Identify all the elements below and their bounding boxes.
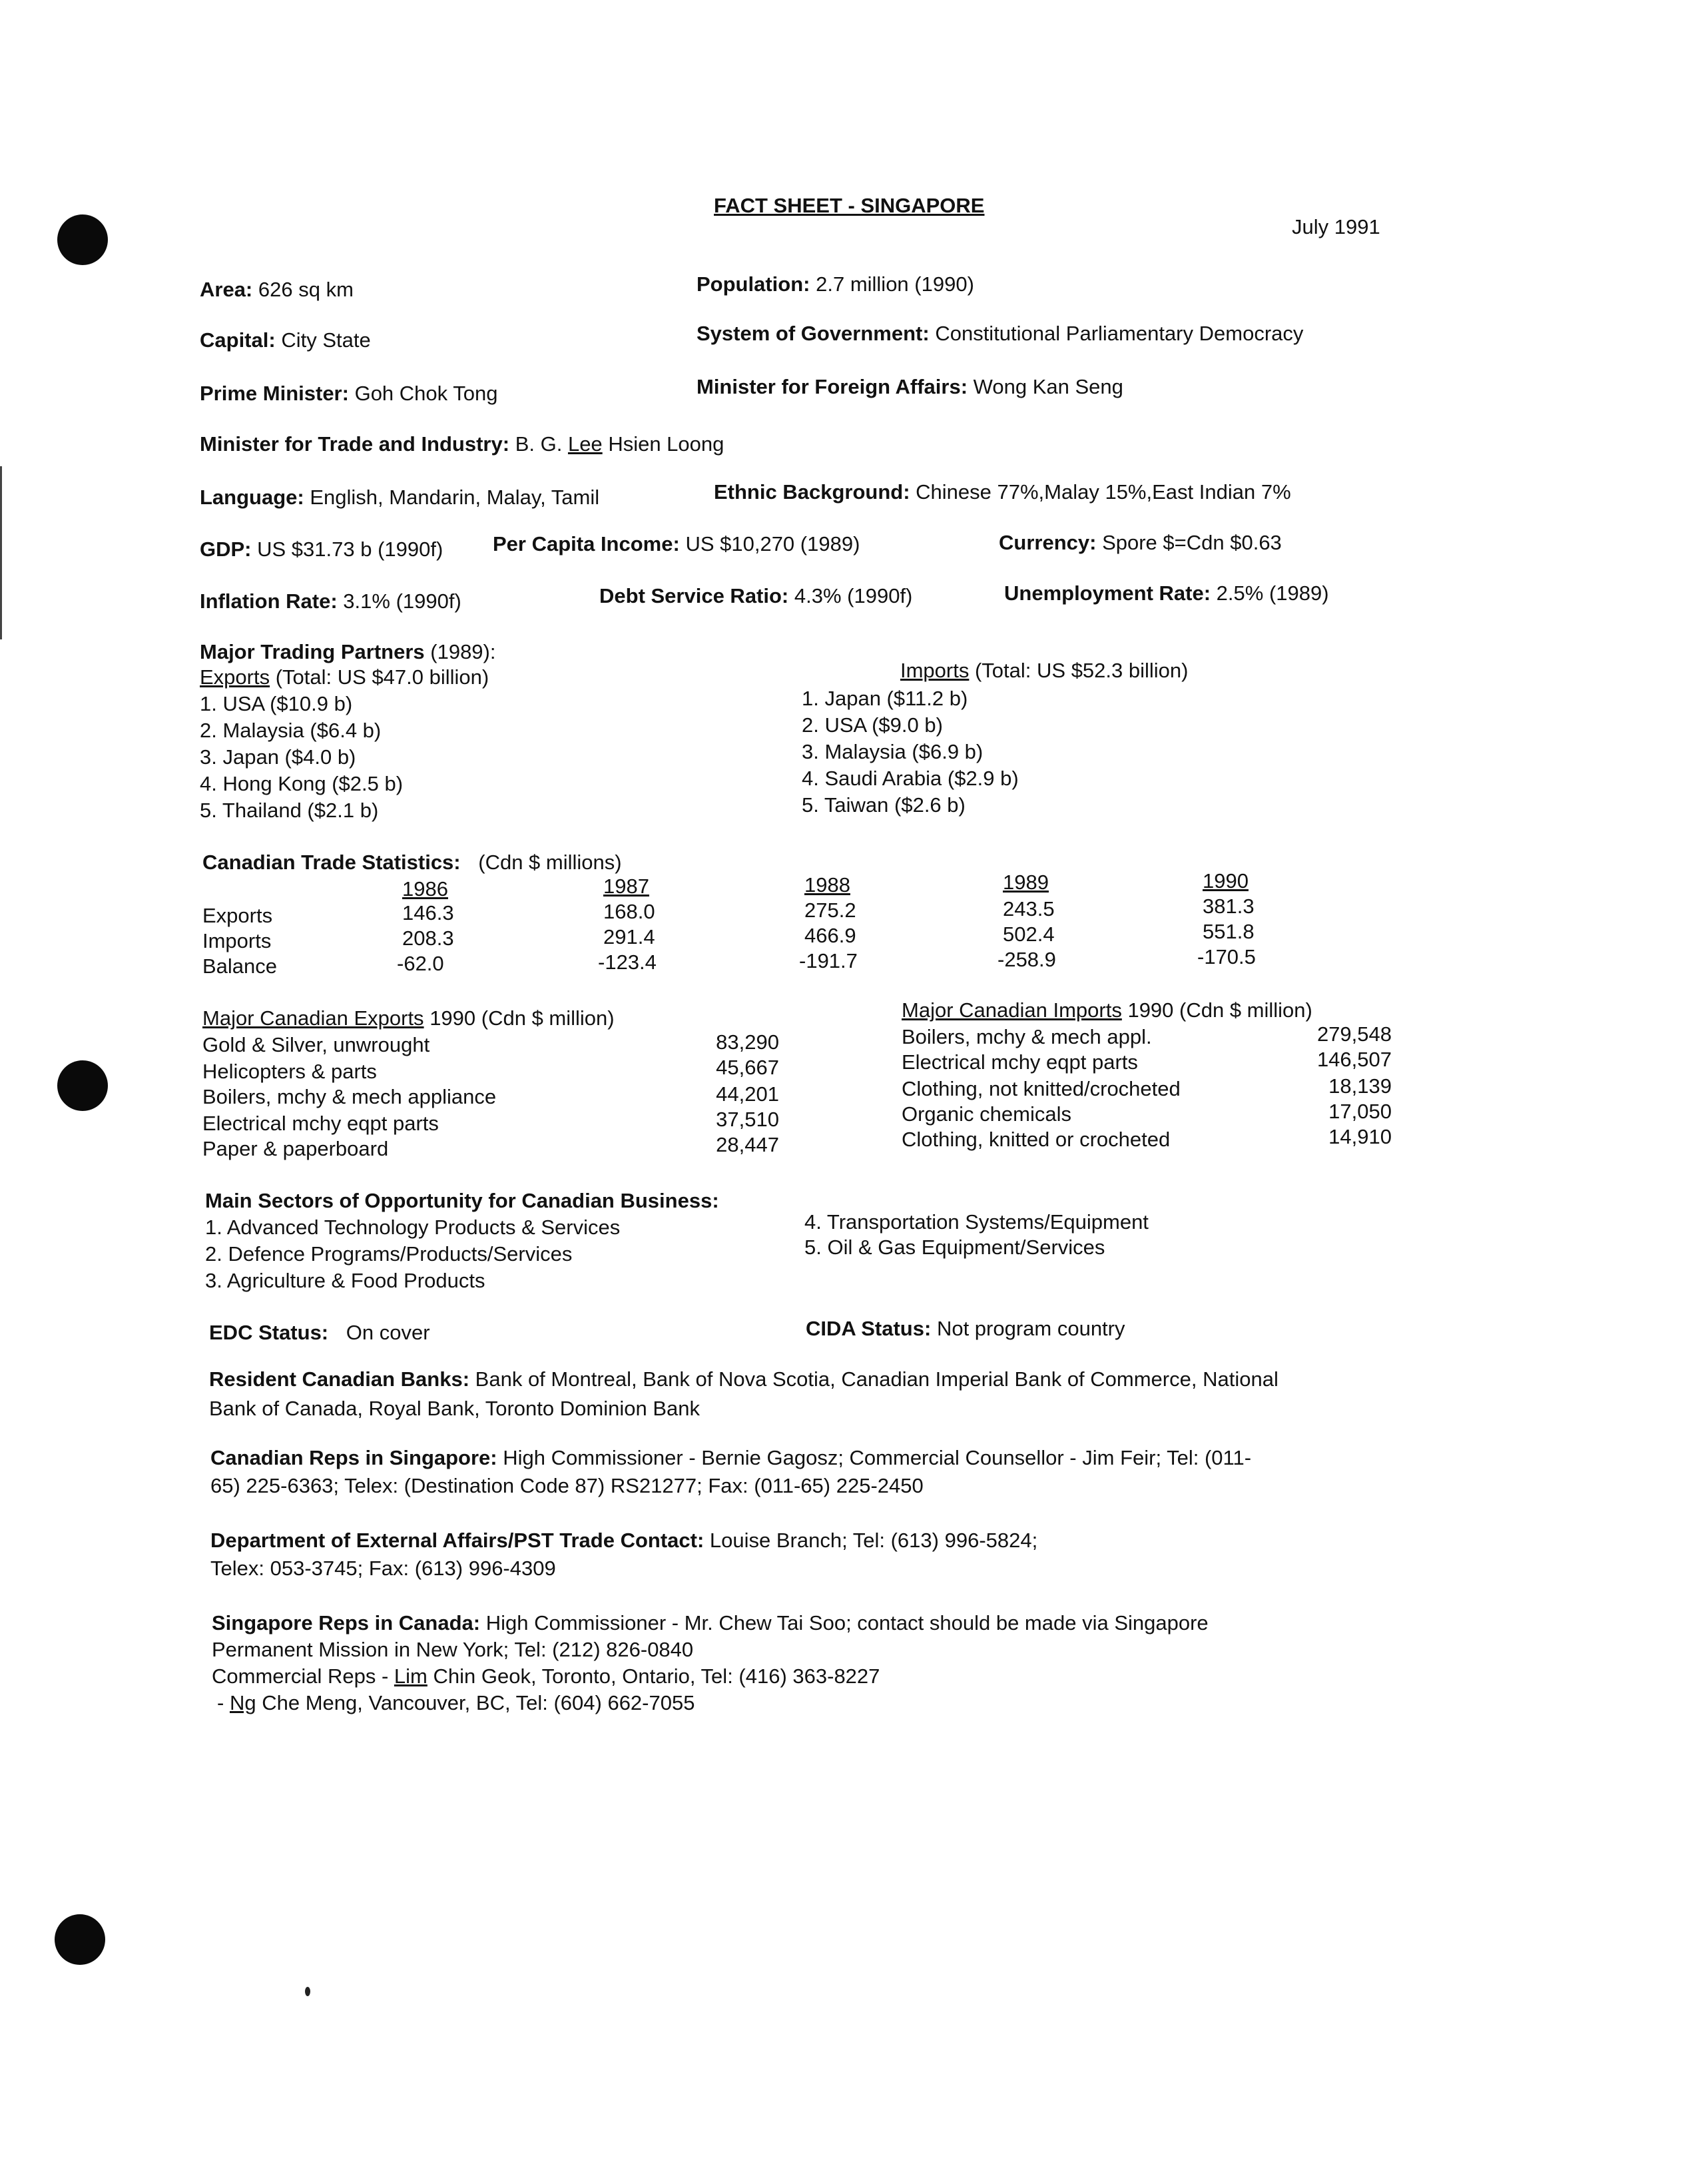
dept-contact-line-2: Telex: 053-3745; Fax: (613) 996-4309 <box>210 1557 556 1580</box>
export-partner: 4. Hong Kong ($2.5 b) <box>200 772 404 795</box>
exports-total: (Total: US $47.0 billion) <box>275 665 489 689</box>
trade-cell: 275.2 <box>804 899 856 922</box>
import-item-name: Organic chemicals <box>902 1102 1071 1126</box>
reps-canada-line-4-pre: - <box>217 1691 224 1714</box>
sectors-heading: Main Sectors of Opportunity for Canadian Business: <box>205 1189 719 1212</box>
trade-cell: 146.3 <box>402 901 454 924</box>
ethnic-label: Ethnic Background: <box>714 480 910 504</box>
debt-service-value: 4.3% (1990f) <box>794 584 913 607</box>
canadian-imports-units: 1990 (Cdn $ million) <box>1127 998 1312 1022</box>
canadian-exports-heading <box>202 1006 615 1031</box>
government-label: System of Government: <box>697 322 930 345</box>
trade-minister-value-pre: B. G. <box>515 432 563 456</box>
canadian-exports-units: 1990 (Cdn $ million) <box>429 1006 615 1030</box>
reps-singapore-text-1: High Commissioner - Bernie Gagosz; Commercial Counsellor - Jim Feir; Tel: (011- <box>503 1446 1252 1469</box>
cida-value: Not program country <box>936 1317 1125 1340</box>
trade-cell: 381.3 <box>1203 895 1255 918</box>
punch-hole-top <box>57 214 108 265</box>
per-capita-row <box>493 532 860 557</box>
debt-service-row <box>599 583 912 609</box>
reps-canada-text-1: High Commissioner - Mr. Chew Tai Soo; contact should be made via Singapore <box>485 1611 1209 1635</box>
export-partner: 1. USA ($10.9 b) <box>200 692 353 715</box>
import-item-name: Clothing, knitted or crocheted <box>902 1128 1171 1151</box>
foreign-minister-value: Wong Kan Seng <box>973 375 1123 398</box>
banks-text-1: Bank of Montreal, Bank of Nova Scotia, Canadian Imperial Bank of Commerce, National <box>475 1367 1278 1391</box>
edc-value: On cover <box>346 1321 430 1344</box>
per-capita-label: Per Capita Income: <box>493 532 680 555</box>
gdp-row <box>200 537 443 562</box>
population-value: 2.7 million (1990) <box>816 272 974 296</box>
trade-minister-label: Minister for Trade and Industry: <box>200 432 510 456</box>
language-row <box>200 485 599 510</box>
export-item-name: Gold & Silver, unwrought <box>202 1033 430 1056</box>
government-row <box>697 321 1303 346</box>
trade-stats-units: (Cdn $ millions) <box>478 851 622 874</box>
trade-minister-surname: Lee <box>567 432 603 456</box>
trade-minister-value-post: Hsien Loong <box>608 432 724 456</box>
trade-stats-title: Canadian Trade Statistics: <box>202 851 461 874</box>
currency-value: Spore $=Cdn $0.63 <box>1102 531 1282 554</box>
canadian-imports-heading <box>902 998 1312 1023</box>
export-item-name: Boilers, mchy & mech appliance <box>202 1085 497 1108</box>
trade-cell: -62.0 <box>397 952 444 975</box>
trade-cell: -123.4 <box>598 950 657 974</box>
reps-canada-label: Singapore Reps in Canada: <box>212 1611 481 1635</box>
reps-canada-line-3-post: Chin Geok, Toronto, Ontario, Tel: (416) 363-8227 <box>433 1664 880 1688</box>
capital-value: City State <box>281 328 371 352</box>
canadian-imports-title: Major Canadian Imports <box>902 998 1122 1022</box>
year-header: 1986 <box>402 877 448 901</box>
sector-item: 5. Oil & Gas Equipment/Services <box>804 1236 1105 1259</box>
trade-stats-heading <box>202 850 622 875</box>
export-item-value: 28,447 <box>716 1133 779 1156</box>
import-partner: 4. Saudi Arabia ($2.9 b) <box>802 767 1019 790</box>
trade-cell: 168.0 <box>603 900 655 923</box>
population-label: Population: <box>697 272 810 296</box>
debt-service-label: Debt Service Ratio: <box>599 584 789 607</box>
area-value: 626 sq km <box>258 278 354 301</box>
import-item-value: 17,050 <box>1328 1100 1392 1123</box>
trade-cell: 502.4 <box>1003 922 1055 946</box>
export-partner: 2. Malaysia ($6.4 b) <box>200 719 382 742</box>
export-item-name: Helicopters & parts <box>202 1060 377 1083</box>
banks-label: Resident Canadian Banks: <box>209 1367 470 1391</box>
imports-label: Imports <box>900 659 970 682</box>
unemployment-row <box>1004 581 1329 606</box>
cida-row <box>806 1316 1125 1341</box>
trade-cell: 466.9 <box>804 924 856 947</box>
prime-minister-value: Goh Chok Tong <box>354 382 498 405</box>
trading-partners-title: Major Trading Partners <box>200 640 425 663</box>
trade-cell: -191.7 <box>799 949 858 972</box>
trade-row-label: Imports <box>202 929 272 952</box>
trade-cell: -258.9 <box>997 948 1056 971</box>
import-item-value: 279,548 <box>1316 1022 1392 1046</box>
export-item-value: 44,201 <box>716 1082 779 1106</box>
edc-row <box>209 1320 430 1345</box>
sector-item: 2. Defence Programs/Products/Services <box>205 1242 573 1266</box>
language-value: English, Mandarin, Malay, Tamil <box>310 486 600 509</box>
punch-hole-middle <box>57 1060 108 1111</box>
trade-cell: 208.3 <box>402 926 454 950</box>
ethnic-value: Chinese 77%,Malay 15%,East Indian 7% <box>916 480 1291 504</box>
year-header: 1989 <box>1003 871 1049 894</box>
cida-label: CIDA Status: <box>806 1317 932 1340</box>
foreign-minister-row <box>697 374 1123 400</box>
import-partner: 1. Japan ($11.2 b) <box>802 687 968 710</box>
unemployment-label: Unemployment Rate: <box>1004 581 1211 605</box>
trade-row-label: Balance <box>202 954 278 978</box>
reps-canada-line-1 <box>212 1611 1209 1636</box>
reps-canada-line-4-post: Che Meng, Vancouver, BC, Tel: (604) 662-7055 <box>262 1691 695 1714</box>
canadian-exports-title: Major Canadian Exports <box>202 1006 424 1030</box>
import-item-value: 146,507 <box>1316 1048 1392 1071</box>
reps-canada-line-2: Permanent Mission in New York; Tel: (212) 826-0840 <box>212 1638 694 1661</box>
inflation-label: Inflation Rate: <box>200 589 338 613</box>
export-partner: 5. Thailand ($2.1 b) <box>200 799 379 822</box>
page-title: FACT SHEET - SINGAPORE <box>714 194 985 217</box>
reps-singapore-line-2: 65) 225-6363; Telex: (Destination Code 87) RS21277; Fax: (011-65) 225-2450 <box>210 1474 924 1497</box>
prime-minister-label: Prime Minister: <box>200 382 349 405</box>
dept-contact-text-1: Louise Branch; Tel: (613) 996-5824; <box>709 1529 1038 1552</box>
capital-label: Capital: <box>200 328 276 352</box>
gdp-label: GDP: <box>200 538 252 561</box>
trade-cell: 243.5 <box>1003 897 1055 920</box>
import-partner: 5. Taiwan ($2.6 b) <box>802 793 966 817</box>
export-item-name: Paper & paperboard <box>202 1137 389 1160</box>
punch-hole-bottom <box>55 1914 105 1965</box>
export-item-name: Electrical mchy eqpt parts <box>202 1112 439 1135</box>
import-item-name: Boilers, mchy & mech appl. <box>902 1025 1152 1048</box>
export-item-value: 45,667 <box>716 1056 779 1079</box>
gdp-value: US $31.73 b (1990f) <box>257 538 443 561</box>
trading-partners-heading <box>200 639 496 665</box>
scan-edge-mark <box>0 466 2 639</box>
area-row <box>200 277 354 302</box>
inflation-value: 3.1% (1990f) <box>343 589 461 613</box>
banks-line-2: Bank of Canada, Royal Bank, Toronto Dominion Bank <box>209 1397 700 1420</box>
sector-item: 3. Agriculture & Food Products <box>205 1269 485 1292</box>
inflation-row <box>200 589 461 614</box>
population-row <box>697 272 974 297</box>
exports-label: Exports <box>200 665 270 689</box>
trade-row-label: Exports <box>202 904 273 927</box>
imports-header <box>900 658 1188 683</box>
export-item-value: 83,290 <box>716 1030 779 1054</box>
reps-singapore-line-1 <box>210 1445 1251 1471</box>
exports-header <box>200 665 489 690</box>
unemployment-value: 2.5% (1989) <box>1216 581 1329 605</box>
edc-label: EDC Status: <box>209 1321 329 1344</box>
government-value: Constitutional Parliamentary Democracy <box>935 322 1304 345</box>
import-item-value: 18,139 <box>1328 1074 1392 1098</box>
dept-contact-line-1 <box>210 1528 1037 1553</box>
reps-canada-line-3-surname: Lim <box>394 1664 427 1688</box>
import-item-name: Clothing, not knitted/crocheted <box>902 1077 1181 1100</box>
currency-label: Currency: <box>999 531 1097 554</box>
reps-canada-line-3-pre: Commercial Reps - <box>212 1664 389 1688</box>
capital-row <box>200 328 371 353</box>
dept-contact-label: Department of External Affairs/PST Trade Contact: <box>210 1529 705 1552</box>
area-label: Area: <box>200 278 253 301</box>
sector-item: 4. Transportation Systems/Equipment <box>804 1210 1149 1234</box>
trade-cell: 291.4 <box>603 925 655 948</box>
ethnic-row <box>714 480 1291 505</box>
sector-item: 1. Advanced Technology Products & Services <box>205 1216 621 1239</box>
per-capita-value: US $10,270 (1989) <box>685 532 860 555</box>
import-item-name: Electrical mchy eqpt parts <box>902 1050 1138 1074</box>
year-header: 1988 <box>804 873 850 897</box>
prime-minister-row <box>200 381 497 406</box>
document-date: July 1991 <box>1292 215 1380 238</box>
reps-canada-line-4 <box>217 1690 695 1716</box>
import-partner: 3. Malaysia ($6.9 b) <box>802 740 984 763</box>
foreign-minister-label: Minister for Foreign Affairs: <box>697 375 968 398</box>
import-item-value: 14,910 <box>1328 1125 1392 1148</box>
year-header: 1987 <box>603 875 649 898</box>
trading-partners-year: (1989): <box>430 640 496 663</box>
imports-total: (Total: US $52.3 billion) <box>974 659 1189 682</box>
import-partner: 2. USA ($9.0 b) <box>802 713 943 737</box>
currency-row <box>999 530 1282 555</box>
year-header: 1990 <box>1203 869 1249 893</box>
reps-canada-line-4-surname: Ng <box>229 1691 256 1714</box>
language-label: Language: <box>200 486 304 509</box>
export-item-value: 37,510 <box>716 1108 779 1131</box>
trade-cell: -170.5 <box>1197 945 1256 968</box>
scan-speck <box>305 1987 310 1996</box>
trade-cell: 551.8 <box>1203 920 1255 943</box>
banks-line-1 <box>209 1367 1278 1392</box>
reps-canada-line-3 <box>212 1664 880 1689</box>
reps-singapore-label: Canadian Reps in Singapore: <box>210 1446 497 1469</box>
trade-minister-row <box>200 432 724 457</box>
export-partner: 3. Japan ($4.0 b) <box>200 745 356 769</box>
